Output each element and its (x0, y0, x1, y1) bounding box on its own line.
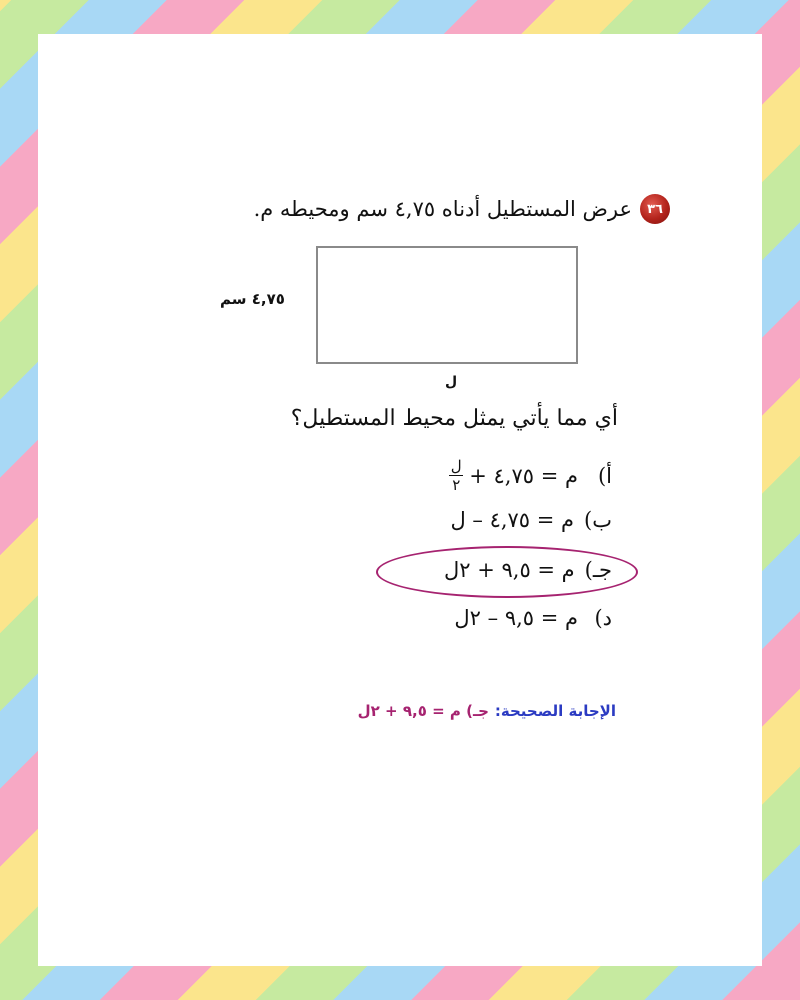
option-equation: م = ٤,٧٥ – ل (450, 508, 575, 532)
answer-value: جـ) م = ٩,٥ + ٢ل (357, 702, 489, 720)
option-equation: م = ٩,٥ – ٢ل (454, 606, 578, 630)
correct-answer-row (358, 702, 616, 720)
question-number-badge: ٣٦ (640, 194, 670, 224)
fraction-numerator: ل (450, 457, 462, 475)
option-equation (449, 458, 578, 493)
option-letter: أ) (597, 463, 612, 488)
fraction (449, 458, 463, 493)
answer-label: الإجابة الصحيحة: (494, 702, 616, 720)
option-equation: م = ٩,٥ + ٢ل (443, 558, 575, 582)
question-row (254, 194, 670, 224)
question-text: عرض المستطيل أدناه ٤,٧٥ سم ومحيطه م. (253, 197, 632, 221)
option-letter: د) (594, 606, 612, 630)
option-equation-text: م = ٤,٧٥ + (469, 463, 578, 488)
worksheet-page (38, 34, 762, 966)
rectangle-figure (316, 246, 578, 364)
option-d (454, 606, 612, 630)
sub-question-text: أي مما يأتي يمثل محيط المستطيل؟ (290, 406, 618, 431)
fraction-denominator: ٢ (452, 476, 461, 494)
option-b (450, 508, 612, 532)
option-letter: ب) (584, 508, 612, 532)
option-a (449, 458, 612, 493)
option-c (444, 558, 612, 582)
rectangle-width-label: ٤,٧٥ سم (220, 290, 285, 308)
rectangle-length-label: ل (445, 374, 458, 390)
option-letter: جـ) (584, 558, 612, 582)
